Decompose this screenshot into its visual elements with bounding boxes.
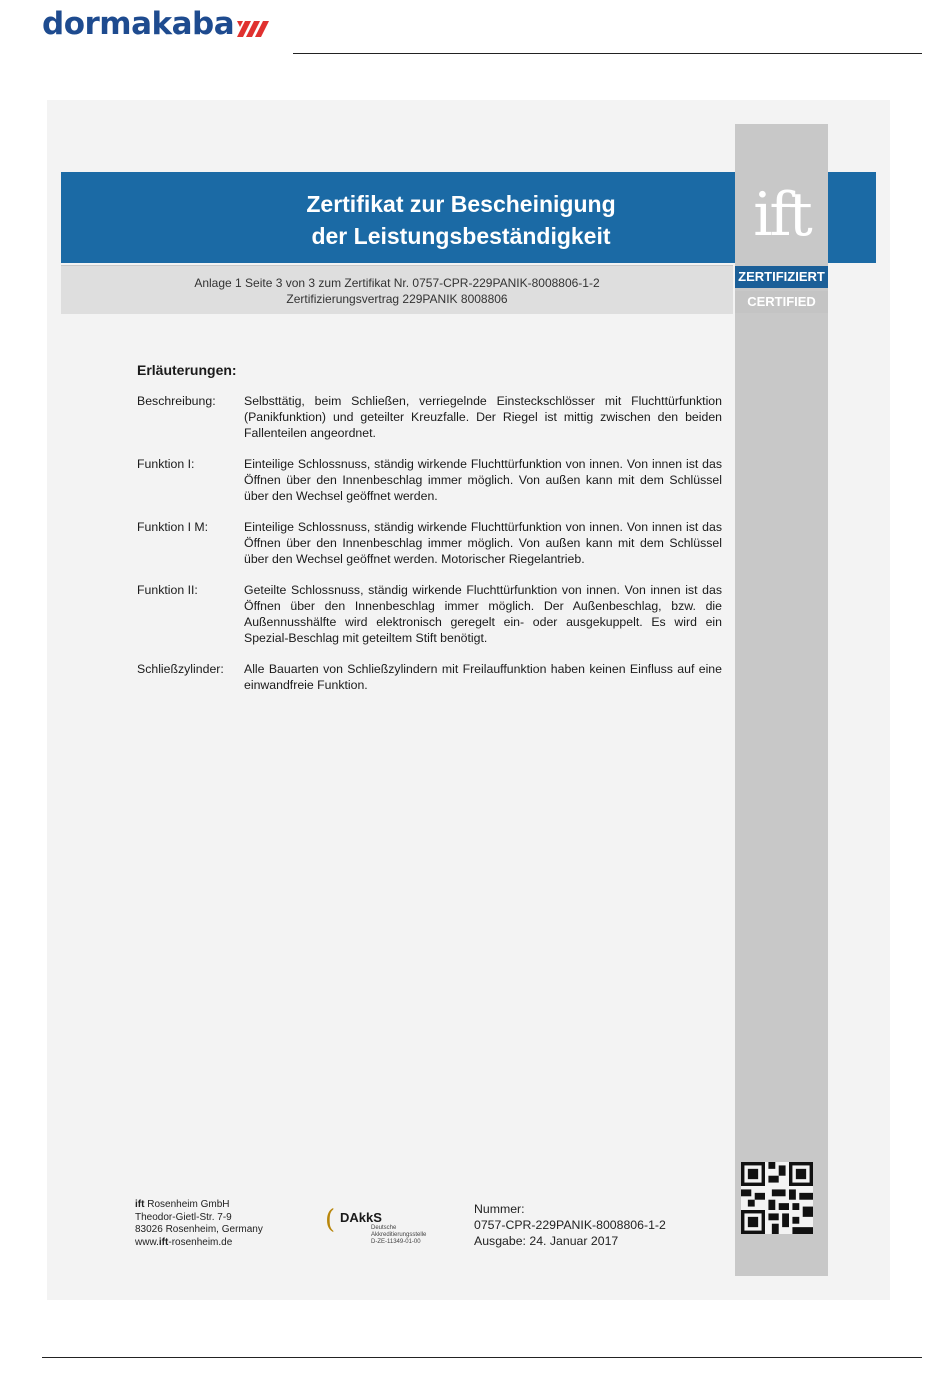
explanations-section — [137, 362, 722, 708]
qr-code-icon — [741, 1162, 813, 1234]
brand-logo — [42, 2, 269, 46]
explanation-label: Beschreibung: — [137, 394, 216, 408]
explanation-label: Funktion I: — [137, 457, 195, 471]
explanation-label: Funktion II: — [137, 583, 198, 597]
explanations-heading: Erläuterungen: — [137, 362, 237, 378]
explanation-item — [137, 519, 722, 567]
explanation-item — [137, 393, 722, 441]
certificate-number-block — [474, 1201, 666, 1249]
nummer-label: Nummer: — [474, 1202, 525, 1216]
certificate-title-line1: Zertifikat zur Bescheinigung — [306, 191, 616, 217]
explanation-label: Schließzylinder: — [137, 662, 224, 676]
dakks-name: DAkkS — [340, 1210, 382, 1225]
issuer-address — [135, 1199, 263, 1249]
issuer-company: ift Rosenheim GmbH — [135, 1199, 230, 1210]
ausgabe-date: Ausgabe: 24. Januar 2017 — [474, 1234, 619, 1248]
certificate-subheader — [61, 265, 733, 314]
dakks-logo — [323, 1205, 453, 1253]
explanation-item — [137, 582, 722, 646]
explanation-text: Einteilige Schlossnuss, ständig wirkende Fluchttürfunktion von innen. Von innen ist das Öffnen über den Innenbeschlag immer möglich. Von außen kann mit dem Schlüssel über den Wechsel geöffnet werden. Motorischer Riegelantrieb. — [244, 520, 722, 566]
explanation-item — [137, 456, 722, 504]
dakks-arc-icon: ( — [325, 1205, 336, 1235]
explanation-text: Geteilte Schlossnuss, ständig wirkende Fluchttürfunktion von innen. Von innen ist das Öffnen über den Innenbeschlag immer möglich. Der Außenbeschlag, bzw. die Außennusshälfte wird elektronisch geregelt ein- oder ausgekuppelt. Es wird ein Spezial-Beschlag mit geteiltem Stift benötigt. — [244, 583, 722, 645]
issuer-website: www.ift-rosenheim.de — [135, 1236, 233, 1248]
explanation-label: Funktion I M: — [137, 520, 209, 534]
vertrag-line: Zertifizierungsvertrag 229PANIK 8008806 — [286, 292, 508, 306]
dormakaba-mark-icon — [237, 17, 269, 37]
explanation-text: Selbsttätig, beim Schließen, verriegelnde Einsteckschlösser mit Fluchttürfunktion (Panikfunktion) und geteilter Kreuzfalle. Der Riegel ist mittig zwischen den beiden Fallenteilen angeordnet. — [244, 394, 722, 440]
explanation-text: Alle Bauarten von Schließzylindern mit Freilauffunktion haben keinen Einfluss auf eine einwandfreie Funktion. — [244, 662, 722, 692]
explanation-text: Einteilige Schlossnuss, ständig wirkende Fluchttürfunktion von innen. Von innen ist das Öffnen über den Innenbeschlag immer möglich. Von außen kann mit dem Schlüssel über den Wechsel geöffnet werden. — [244, 457, 722, 503]
ift-logo — [735, 172, 828, 263]
footer-divider — [42, 1357, 922, 1358]
ift-logo-text: ift — [753, 180, 810, 250]
nummer-value: 0757-CPR-229PANIK-8008806-1-2 — [474, 1218, 666, 1232]
badge-zertifiziert: ZERTIFIZIERT — [735, 266, 828, 288]
badge-certified: CERTIFIED — [735, 291, 828, 313]
header-divider — [293, 53, 922, 54]
certificate-title-line2: der Leistungsbeständigkeit — [311, 223, 611, 249]
issuer-street: Theodor-Gietl-Str. 7-9 — [135, 1211, 232, 1223]
explanation-item — [137, 661, 722, 693]
brand-name: dormakaba — [42, 6, 235, 42]
certificate-title — [231, 188, 691, 252]
anlage-line: Anlage 1 Seite 3 von 3 zum Zertifikat Nr. 0757-CPR-229PANIK-8008806-1-2 — [194, 276, 600, 290]
issuer-city: 83026 Rosenheim, Germany — [135, 1224, 263, 1235]
dakks-subtitle: Deutsche Akkreditierungsstelle D-ZE-11349-01-00 — [371, 1225, 427, 1245]
